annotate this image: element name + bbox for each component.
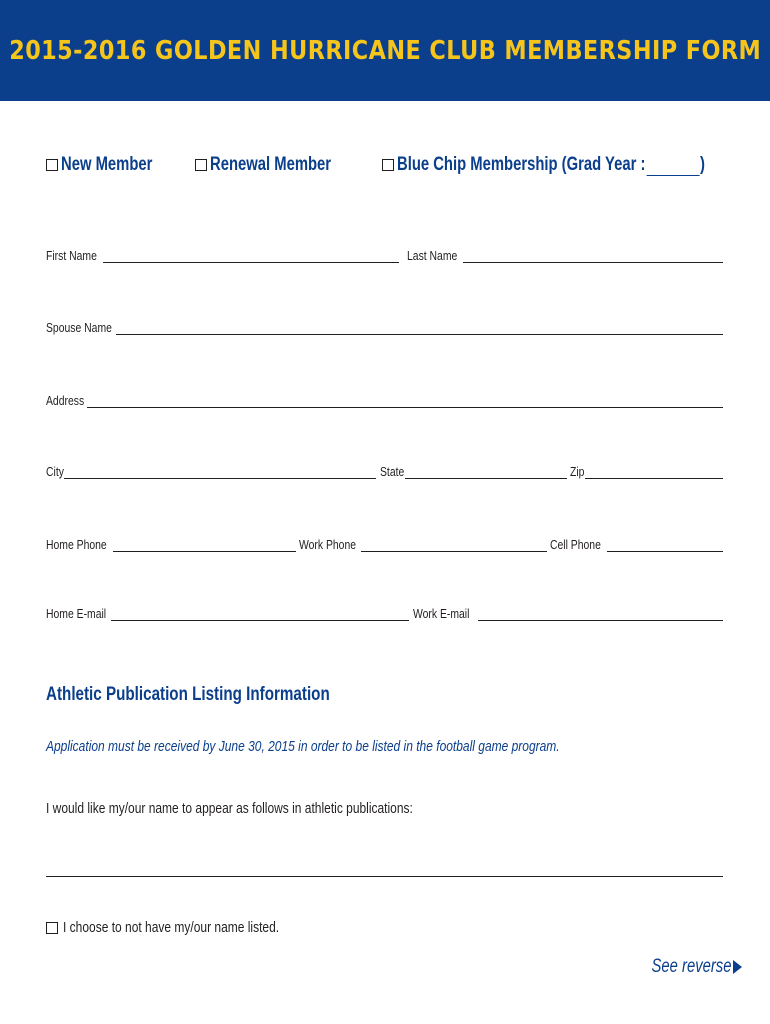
form-header [0, 0, 770, 101]
work-email-field[interactable] [478, 608, 723, 621]
address-field[interactable] [87, 395, 723, 408]
blue-chip-text [397, 154, 705, 176]
zip-label: Zip [569, 464, 585, 479]
membership-type-options [46, 154, 770, 176]
work-phone-field[interactable] [361, 539, 547, 552]
see-reverse-link[interactable] [629, 956, 742, 978]
publication-deadline-note: Application must be received by June 30, 2015 in order to be listed in the football game program. [46, 738, 560, 755]
city-label: City [46, 464, 64, 479]
work-phone-label: Work Phone [298, 537, 356, 552]
opt-out-option[interactable] [46, 919, 333, 936]
last-name-field[interactable] [463, 250, 723, 263]
first-name-field[interactable] [103, 250, 399, 263]
blue-chip-close: ) [700, 154, 706, 175]
publication-section-title: Athletic Publication Listing Information [46, 684, 330, 705]
email-row [46, 606, 723, 621]
home-email-label: Home E-mail [46, 606, 107, 621]
new-member-checkbox[interactable] [46, 159, 58, 171]
spouse-row [46, 320, 723, 335]
new-member-option[interactable] [46, 154, 178, 176]
name-row [46, 248, 723, 263]
spouse-name-field[interactable] [116, 322, 723, 335]
city-field[interactable] [64, 466, 376, 479]
first-name-label: First Name [46, 248, 97, 263]
home-phone-label: Home Phone [46, 537, 107, 552]
publication-name-field[interactable] [46, 876, 723, 877]
grad-year-field[interactable] [647, 159, 700, 176]
publication-name-prompt: I would like my/our name to appear as follows in athletic publications: [46, 800, 413, 817]
address-row [46, 393, 723, 408]
cell-phone-field[interactable] [607, 539, 723, 552]
blue-chip-option[interactable] [382, 154, 770, 176]
new-member-label: New Member [61, 154, 153, 175]
renewal-member-label: Renewal Member [210, 154, 332, 175]
address-label: Address [46, 393, 85, 408]
work-email-label: Work E-mail [413, 606, 470, 621]
state-field[interactable] [405, 466, 567, 479]
spouse-name-label: Spouse Name [46, 320, 112, 335]
last-name-label: Last Name [406, 248, 457, 263]
renewal-member-checkbox[interactable] [195, 159, 207, 171]
blue-chip-checkbox[interactable] [382, 159, 394, 171]
form-title: 2015-2016 GOLDEN HURRICANE CLUB MEMBERSHIP FORM [8, 35, 762, 66]
arrow-right-icon [733, 960, 742, 974]
city-row [46, 464, 723, 479]
cell-phone-label: Cell Phone [550, 537, 602, 552]
home-email-field[interactable] [111, 608, 409, 621]
state-label: State [380, 464, 405, 479]
zip-field[interactable] [585, 466, 723, 479]
opt-out-label: I choose to not have my/our name listed. [63, 919, 280, 936]
phone-row [46, 537, 723, 552]
home-phone-field[interactable] [113, 539, 296, 552]
opt-out-checkbox[interactable] [46, 922, 58, 934]
blue-chip-label: Blue Chip Membership (Grad Year : [397, 154, 646, 175]
renewal-member-option[interactable] [195, 154, 365, 176]
see-reverse-label: See reverse [651, 956, 731, 977]
